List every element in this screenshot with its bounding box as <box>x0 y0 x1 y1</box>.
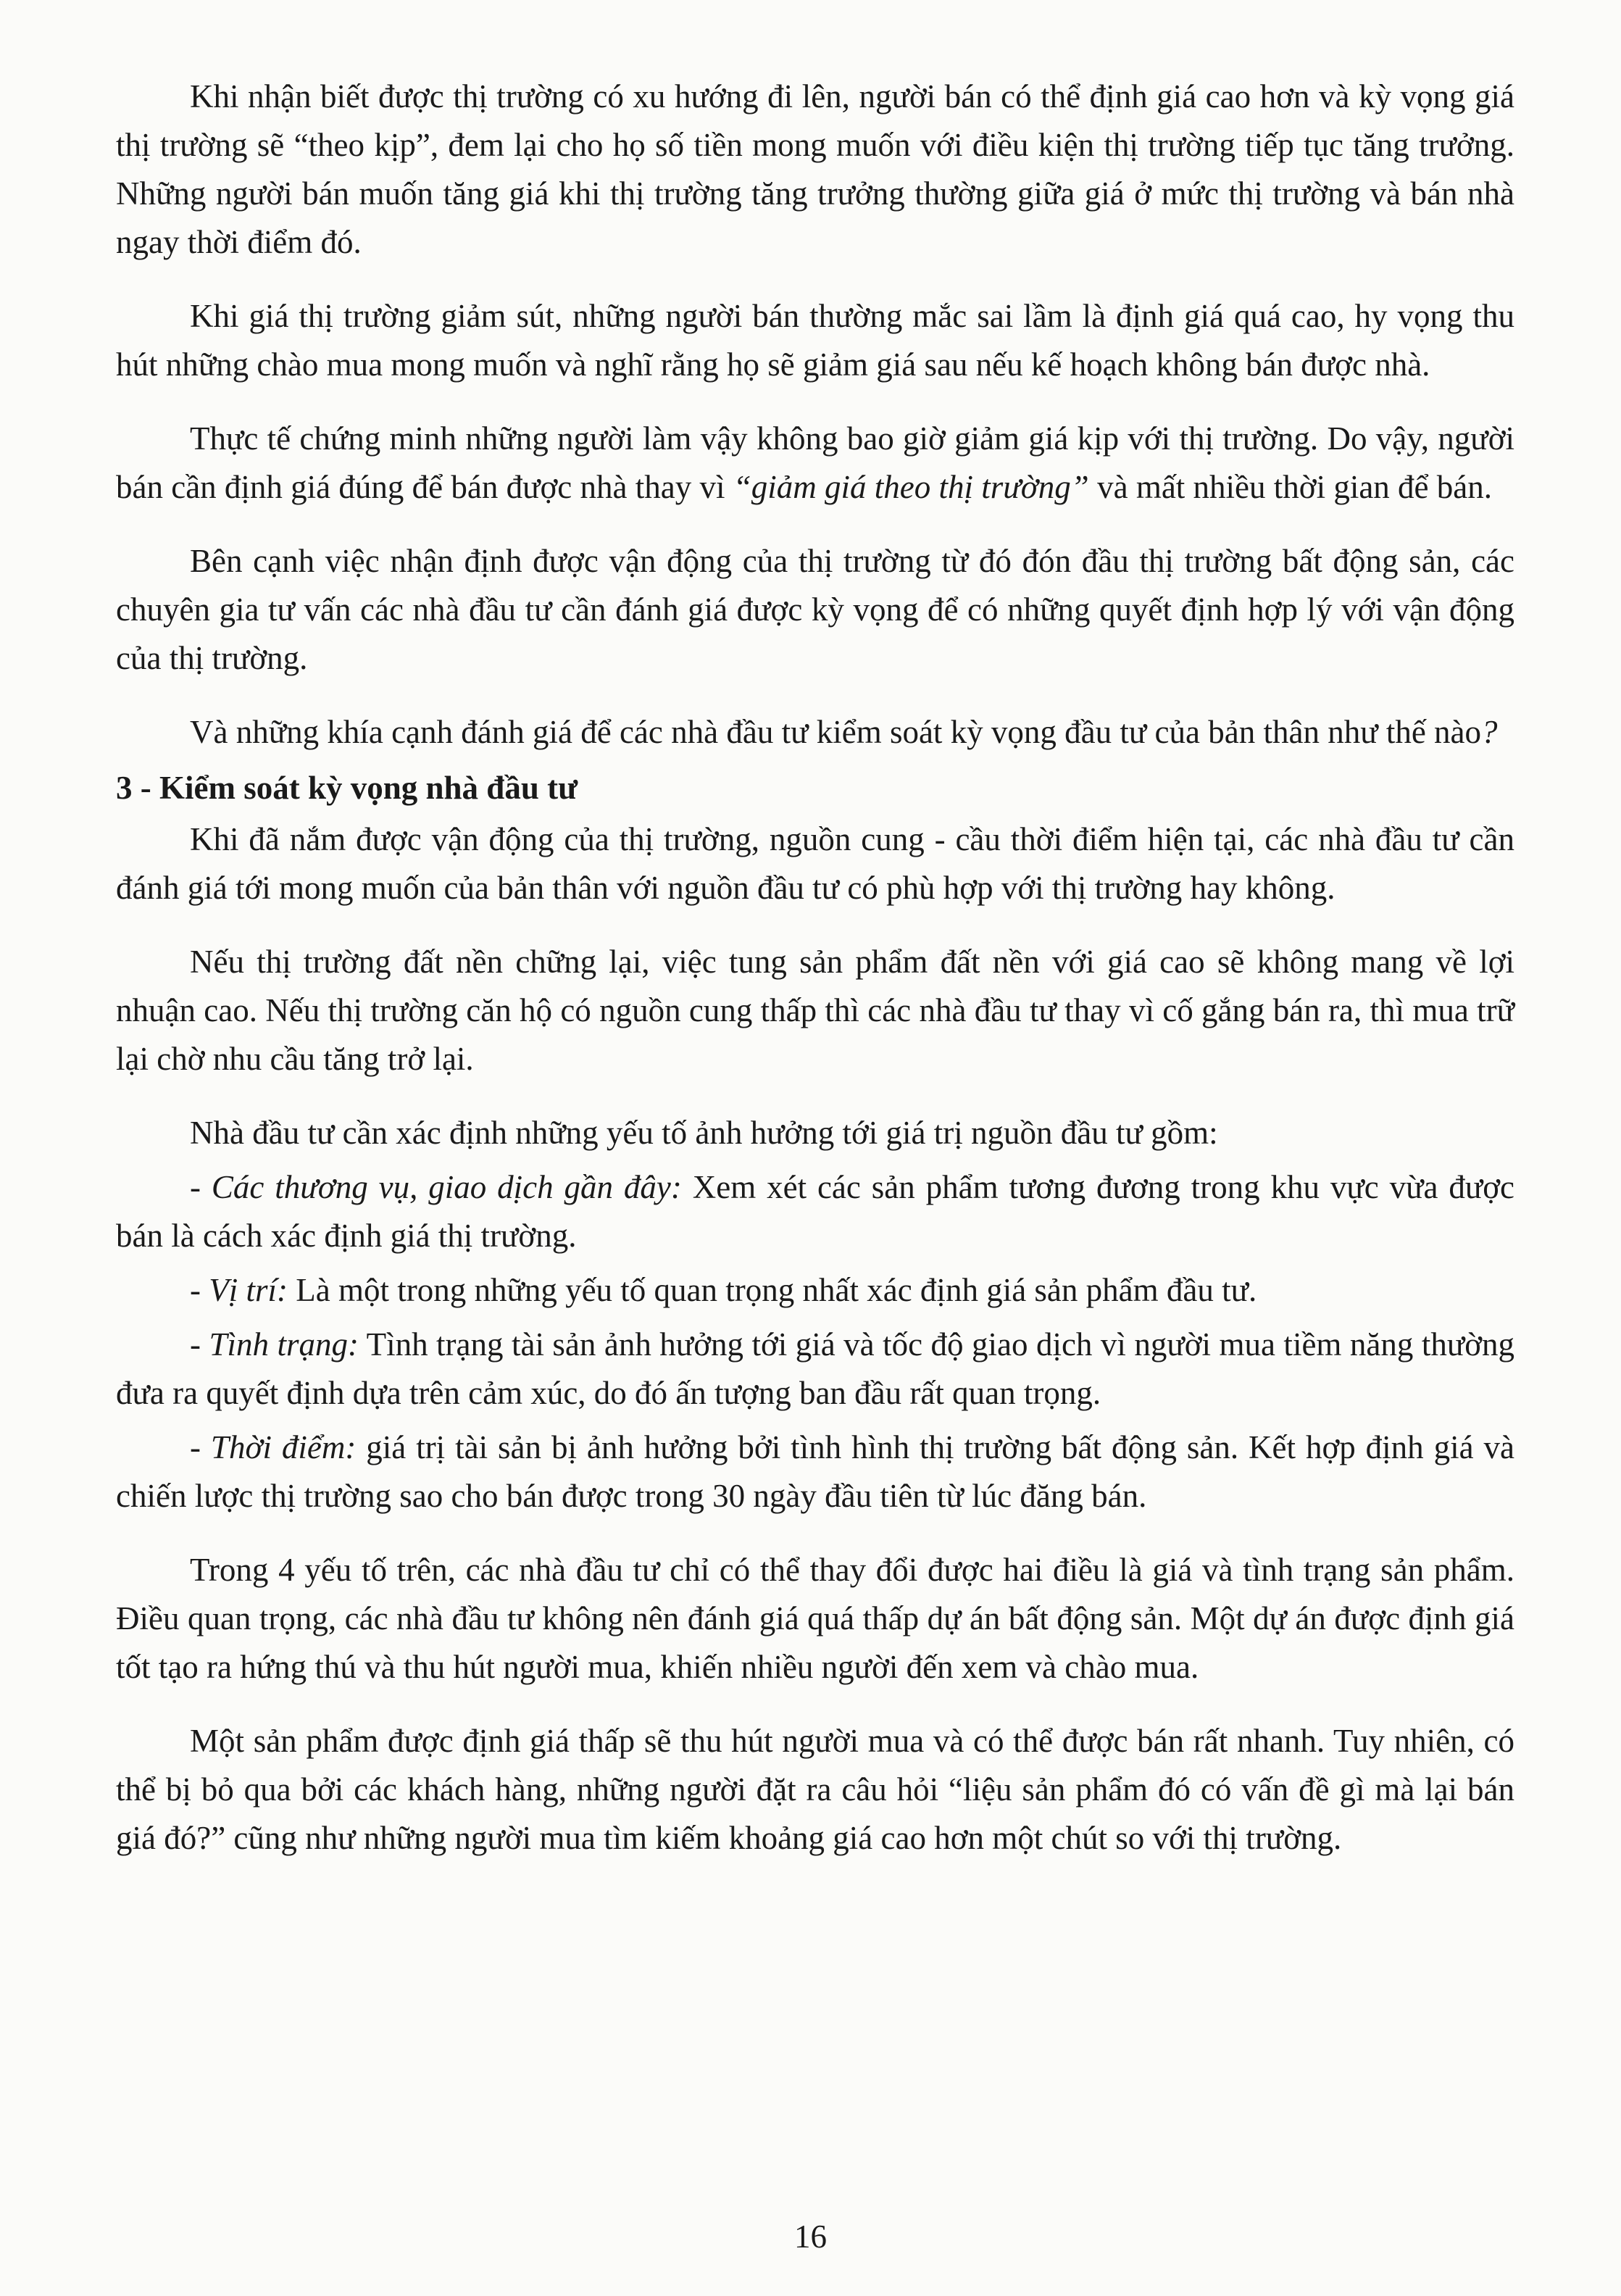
paragraph-10: Một sản phẩm được định giá thấp sẽ thu hút người mua và có thể được bán rất nhanh. Tuy nhiên, có thể bị bỏ qua bởi các khách hàng, những người đặt ra câu hỏi “liệu sản phẩm đó có vấn đề gì mà lại bán giá đó?” cũng như những người mua tìm kiếm khoảng giá cao hơn một chút so với thị trường. <box>116 1723 1514 1856</box>
page-number: 16 <box>794 2218 827 2255</box>
factor-item <box>116 1320 1514 1418</box>
paragraph-3 <box>116 415 1514 512</box>
page-body <box>116 72 1514 1888</box>
factor-item <box>116 1423 1514 1521</box>
factor-item <box>116 1163 1514 1260</box>
paragraph-7: Nếu thị trường đất nền chững lại, việc tung sản phẩm đất nền với giá cao sẽ không mang về lợi nhuận cao. Nếu thị trường căn hộ có nguồn cung thấp thì các nhà đầu tư thay vì cố gắng bán ra, thì mua trữ lại chờ nhu cầu tăng trở lại. <box>116 944 1514 1077</box>
paragraph-5-text: Và những khía cạnh đánh giá để các nhà đầu tư kiểm soát kỳ vọng đầu tư của bản thân như thế nào <box>190 714 1482 750</box>
factor-label: - Các thương vụ, giao dịch gần đây: <box>190 1169 682 1205</box>
paragraph-8: Nhà đầu tư cần xác định những yếu tố ảnh hưởng tới giá trị nguồn đầu tư gồm: <box>190 1115 1218 1151</box>
paragraph-5-italic: ? <box>1481 714 1498 750</box>
paragraph-4: Bên cạnh việc nhận định được vận động của thị trường từ đó đón đầu thị trường bất động sản, các chuyên gia tư vấn các nhà đầu tư cần đánh giá được kỳ vọng để có những quyết định hợp lý với vận động của thị trường. <box>116 543 1514 676</box>
factor-text: Là một trong những yếu tố quan trọng nhất xác định giá sản phẩm đầu tư. <box>287 1272 1257 1308</box>
paragraph-5 <box>116 708 1514 757</box>
paragraph-3-italic: “giảm giá theo thị trường” <box>733 469 1089 505</box>
factor-text: Xem xét các sản phẩm tương đương trong khu vực vừa được bán là cách xác định giá thị trường. <box>116 1169 1514 1254</box>
factor-text: giá trị tài sản bị ảnh hưởng bởi tình hình thị trường bất động sản. Kết hợp định giá và chiến lược thị trường sao cho bán được trong 30 ngày đầu tiên từ lúc đăng bán. <box>116 1429 1514 1514</box>
factor-item <box>116 1266 1514 1315</box>
factor-label: - Vị trí: <box>190 1272 288 1308</box>
paragraph-3-text-a: Thực tế chứng minh những người làm vậy không bao giờ giảm giá kịp với thị trường. Do vậy, người bán cần định giá đúng để bán được nhà thay vì <box>116 420 1514 505</box>
factor-label: - Thời điểm: <box>190 1429 357 1465</box>
paragraph-9: Trong 4 yếu tố trên, các nhà đầu tư chỉ có thể thay đổi được hai điều là giá và tình trạng sản phẩm. Điều quan trọng, các nhà đầu tư không nên đánh giá quá thấp dự án bất động sản. Một dự án được định giá tốt tạo ra hứng thú và thu hút người mua, khiến nhiều người đến xem và chào mua. <box>116 1552 1514 1685</box>
paragraph-6: Khi đã nắm được vận động của thị trường, nguồn cung - cầu thời điểm hiện tại, các nhà đầu tư cần đánh giá tới mong muốn của bản thân với nguồn đầu tư có phù hợp với thị trường hay không. <box>116 821 1514 906</box>
paragraph-3-text-b: và mất nhiều thời gian để bán. <box>1088 469 1492 505</box>
paragraph-2: Khi giá thị trường giảm sút, những người bán thường mắc sai lầm là định giá quá cao, hy vọng thu hút những chào mua mong muốn và nghĩ rằng họ sẽ giảm giá sau nếu kế hoạch không bán được nhà. <box>116 298 1514 383</box>
factor-label: - Tình trạng: <box>190 1326 359 1363</box>
factor-text: Tình trạng tài sản ảnh hưởng tới giá và tốc độ giao dịch vì người mua tiềm năng thường đưa ra quyết định dựa trên cảm xúc, do đó ấn tượng ban đầu rất quan trọng. <box>116 1326 1515 1411</box>
section-heading: 3 - Kiểm soát kỳ vọng nhà đầu tư <box>116 770 578 806</box>
paragraph-1: Khi nhận biết được thị trường có xu hướng đi lên, người bán có thể định giá cao hơn và kỳ vọng giá thị trường sẽ “theo kịp”, đem lại cho họ số tiền mong muốn với điều kiện thị trường tiếp tục tăng trưởng. Những người bán muốn tăng giá khi thị trường tăng trưởng thường giữa giá ở mức thị trường và bán nhà ngay thời điểm đó. <box>116 78 1514 260</box>
